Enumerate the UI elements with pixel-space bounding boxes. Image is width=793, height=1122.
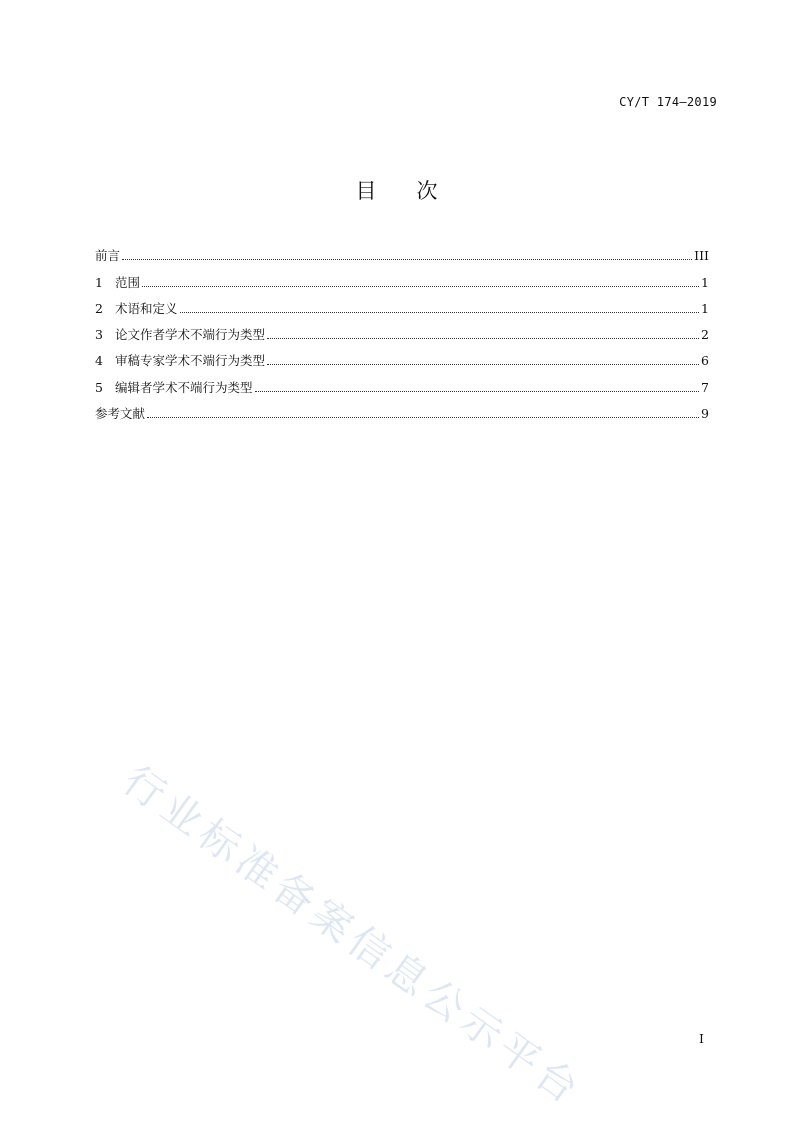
- toc-entry-page: 1: [701, 300, 709, 316]
- watermark: 行业标准备案信息公示平台: [114, 757, 591, 1116]
- table-of-contents: [95, 238, 709, 422]
- toc-entry-editor-misconduct[interactable]: [95, 369, 709, 395]
- toc-entry-scope[interactable]: [95, 264, 709, 290]
- toc-leader-dots: [147, 416, 699, 418]
- toc-entry-page: 1: [701, 274, 709, 290]
- toc-entry-number: 5: [95, 379, 103, 395]
- toc-entry-terms[interactable]: [95, 291, 709, 317]
- toc-entry-author-misconduct[interactable]: [95, 317, 709, 343]
- toc-entry-page: 7: [701, 379, 709, 395]
- toc-leader-dots: [122, 258, 692, 260]
- toc-entry-reviewer-misconduct[interactable]: [95, 343, 709, 369]
- toc-entry-number: 4: [95, 353, 103, 369]
- toc-entry-label: 范围: [115, 274, 141, 290]
- toc-entry-number: 1: [95, 274, 103, 290]
- toc-entry-label: 术语和定义: [115, 300, 178, 316]
- toc-entry-label: 前言: [95, 248, 121, 264]
- toc-entry-page: III: [694, 248, 709, 264]
- toc-title: 目次: [355, 179, 478, 203]
- toc-entry-label: 参考文献: [95, 406, 146, 422]
- toc-leader-dots: [255, 390, 700, 392]
- toc-entry-number: 3: [95, 327, 103, 343]
- toc-entry-label: 审稿专家学术不端行为类型: [115, 353, 266, 369]
- toc-leader-dots: [267, 363, 699, 365]
- standard-code: CY/T 174—2019: [619, 95, 717, 109]
- toc-entry-page: 9: [701, 406, 709, 422]
- toc-entry-label: 论文作者学术不端行为类型: [115, 327, 266, 343]
- toc-leader-dots: [142, 285, 699, 287]
- toc-entry-label: 编辑者学术不端行为类型: [115, 379, 253, 395]
- toc-leader-dots: [267, 337, 699, 339]
- page-number: I: [699, 1031, 704, 1046]
- toc-entry-number: 2: [95, 300, 103, 316]
- toc-entry-foreword[interactable]: [95, 238, 709, 264]
- toc-entry-page: 2: [701, 327, 709, 343]
- toc-leader-dots: [180, 311, 700, 313]
- toc-entry-references[interactable]: [95, 396, 709, 422]
- toc-entry-page: 6: [701, 353, 709, 369]
